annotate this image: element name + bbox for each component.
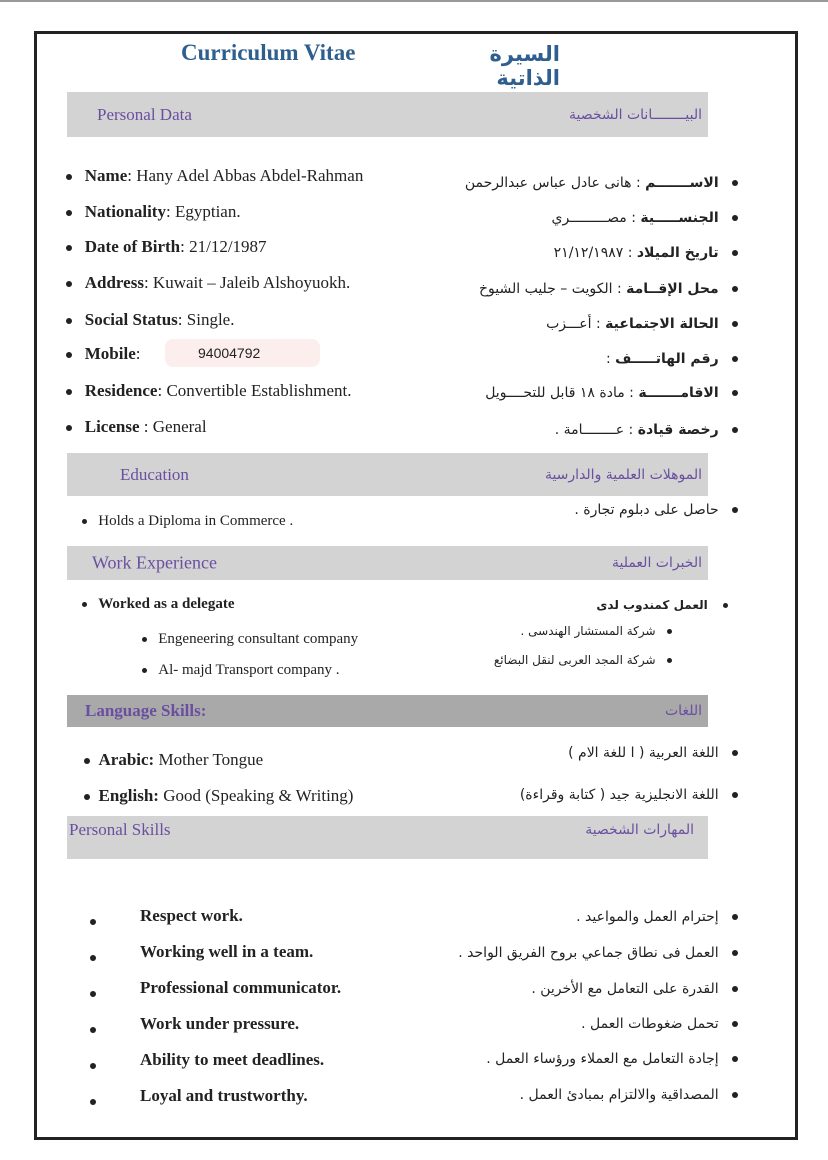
work-band [67,546,708,580]
bullet-icon [90,949,96,967]
personal-ar-dob: تاريخ الميلاد : ٢١/١٢/١٩٨٧ [554,245,738,261]
language-heading-ar: اللغات [665,703,702,719]
bullet-icon [732,321,738,327]
language-ar-english: اللغة الانجليزية جيد ( كتابة وقراءة) [520,787,738,803]
personal-item-nationality: Nationality: Egyptian. [66,202,241,222]
personal-item-dob: Date of Birth: 21/12/1987 [66,237,267,257]
skill-en: Working well in a team. [140,942,314,961]
language-heading-en: Language Skills: [85,701,207,720]
bullet-icon [90,1093,96,1111]
bullet-icon [66,352,72,358]
language-item-english: English: Good (Speaking & Writing) [84,786,353,806]
education-heading-ar: الموهلات العلمية والدارسية [544,466,702,483]
work-heading-en: Work Experience [92,552,217,573]
bullet-icon [732,390,738,396]
bullet-icon [90,1021,96,1039]
work-company-en: Al- majd Transport company . [142,662,340,679]
bullet-icon [66,318,72,324]
skill-ar: إحترام العمل والمواعيد . [576,909,738,925]
mobile-number: 94004792 [198,345,261,361]
skill-ar: القدرة على التعامل مع الأخرين . [531,981,738,997]
bullet-icon [142,668,147,673]
personal-ar-nationality: الجنســـــية : مصـــــــــري [552,210,738,226]
personal-item-license: License : General [66,417,207,437]
language-band [67,695,708,727]
bullet-icon [732,950,738,956]
bullet-icon [732,1092,738,1098]
education-band [67,453,708,496]
personal-ar-social-status: الحالة الاجتماعية : أعـــزب [546,316,738,332]
language-item-arabic: Arabic: Mother Tongue [84,750,263,770]
skill-en: Respect work. [140,906,243,925]
skills-band [67,816,708,859]
skill-ar: إجادة التعامل مع العملاء ورؤساء العمل . [486,1051,738,1067]
bullet-icon [732,986,738,992]
bullet-icon [66,174,72,180]
bullet-icon [90,913,96,931]
page-border [34,31,798,1140]
bullet-icon [732,1021,738,1027]
work-heading-ar: الخبرات العملية [611,555,702,571]
skill-en: Work under pressure. [140,1014,300,1033]
bullet-icon [667,658,672,663]
education-heading-en: Education [120,464,189,484]
personal-ar-mobile: رقم الهاتـــــف : [606,351,738,367]
bullet-icon [66,281,72,287]
bullet-icon [732,1056,738,1062]
bullet-icon [142,637,147,642]
top-rule [0,0,828,2]
personal-item-mobile: Mobile: [66,344,140,364]
personal-ar-residence: الاقامـــــــة : مادة ١٨ قابل للتحــــويل [485,385,738,401]
skill-en: Loyal and trustworthy. [140,1086,308,1105]
personal-ar-license: رخصة قيادة : عــــــــامة . [555,422,738,438]
title-en: Curriculum Vitae [181,40,356,65]
bullet-icon [732,250,738,256]
personal-data-heading-en: Personal Data [97,104,192,124]
bullet-icon [66,389,72,395]
work-role-en: Worked as a delegate [82,596,235,613]
bullet-icon [667,629,672,634]
bullet-icon [723,603,728,608]
bullet-icon [732,180,738,186]
personal-data-band [67,92,708,137]
personal-item-name: Name: Hany Adel Abbas Abdel-Rahman [66,166,363,186]
education-item-ar: حاصل على دبلوم تجارة . [574,502,738,518]
skill-ar: تحمل ضغوطات العمل . [581,1016,738,1032]
bullet-icon [732,215,738,221]
education-item-en: Holds a Diploma in Commerce . [82,513,293,530]
personal-data-heading-ar: البيــــــــانات الشخصية [568,106,702,123]
personal-item-social-status: Social Status: Single. [66,310,234,330]
bullet-icon [732,507,738,513]
bullet-icon [732,427,738,433]
work-company-en: Engeneering consultant company [142,631,358,648]
personal-ar-name: الاســـــــم : هانى عادل عباس عبدالرحمن [465,175,738,191]
bullet-icon [90,1057,96,1075]
bullet-icon [82,519,87,524]
bullet-icon [732,356,738,362]
work-company-ar: شركة المجد العربى لنقل البضائع [494,653,672,667]
personal-item-residence: Residence: Convertible Establishment. [66,381,352,401]
skills-heading-en: Personal Skills [69,820,171,839]
personal-ar-address: محل الإقــامة : الكويت – جليب الشيوخ [479,281,738,297]
bullet-icon [66,425,72,431]
work-company-ar: شركة المستشار الهندسى . [521,624,672,638]
skill-en: Ability to meet deadlines. [140,1050,325,1069]
skill-ar: العمل فى نطاق جماعي بروح الفريق الواحد . [458,945,738,961]
bullet-icon [732,750,738,756]
skill-ar: المصداقية والالتزام بمبادئ العمل . [520,1087,738,1103]
personal-item-address: Address: Kuwait – Jaleib Alshoyuokh. [66,273,350,293]
bullet-icon [66,245,72,251]
bullet-icon [90,985,96,1003]
bullet-icon [84,758,90,764]
bullet-icon [732,792,738,798]
title-ar: السيرة الذاتية [489,42,560,90]
bullet-icon [732,286,738,292]
bullet-icon [82,602,87,607]
bullet-icon [84,794,90,800]
bullet-icon [66,210,72,216]
bullet-icon [732,914,738,920]
skills-heading-ar: المهارات الشخصية [585,822,694,838]
language-ar-arabic: اللغة العربية ( ا للغة الام ) [568,745,738,761]
work-role-ar: العمل كمندوب لدى [596,598,728,612]
skill-en: Professional communicator. [140,978,342,997]
